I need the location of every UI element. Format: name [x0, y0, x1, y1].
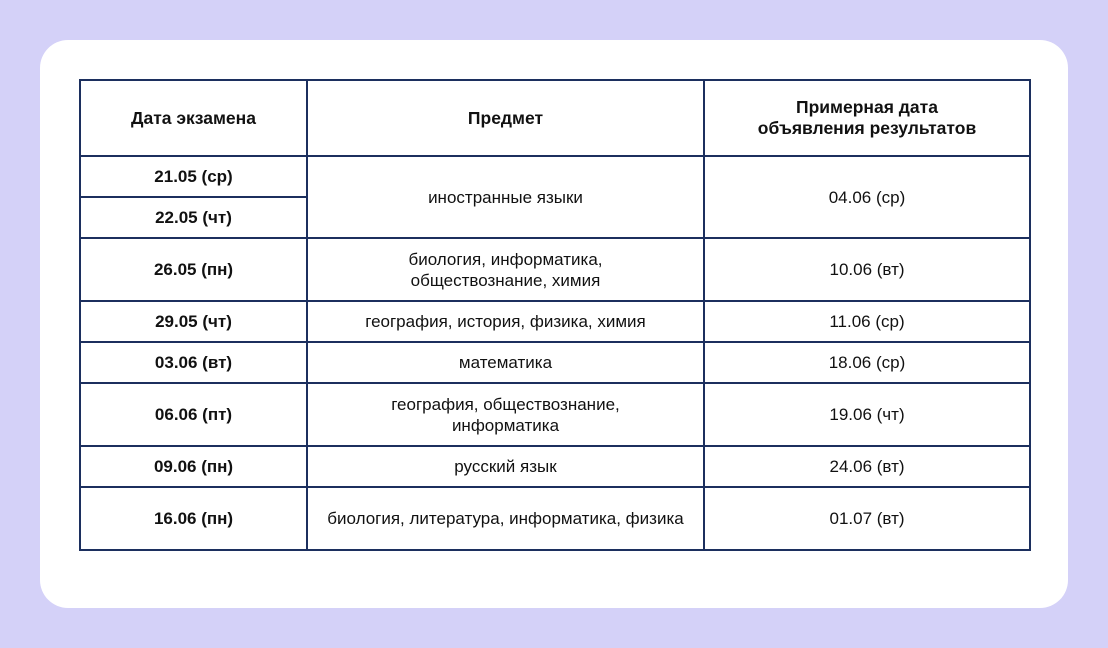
- table-row: [80, 342, 1030, 383]
- results-date-cell: 04.06 (ср): [704, 156, 1030, 238]
- header-subject: Предмет: [307, 80, 704, 156]
- header-results-date: Примерная дата объявления результатов: [704, 80, 1030, 156]
- results-date-cell: 01.07 (вт): [704, 487, 1030, 550]
- content-card: [40, 40, 1068, 608]
- exam-date-cell: 22.05 (чт): [80, 197, 307, 238]
- table-header-row: [80, 80, 1030, 156]
- table-row: [80, 383, 1030, 446]
- subject-cell: иностранные языки: [307, 156, 704, 238]
- subject-cell: русский язык: [307, 446, 704, 487]
- exam-date-cell: 06.06 (пт): [80, 383, 307, 446]
- subject-cell: география, история, физика, химия: [307, 301, 704, 342]
- subject-cell: математика: [307, 342, 704, 383]
- results-date-cell: 19.06 (чт): [704, 383, 1030, 446]
- exam-date-cell: 21.05 (ср): [80, 156, 307, 197]
- table-row: [80, 156, 1030, 197]
- subject-cell: география, обществознание, информатика: [307, 383, 704, 446]
- results-date-cell: 24.06 (вт): [704, 446, 1030, 487]
- table-row: [80, 446, 1030, 487]
- table-row: [80, 487, 1030, 550]
- exam-date-cell: 09.06 (пн): [80, 446, 307, 487]
- exam-date-cell: 29.05 (чт): [80, 301, 307, 342]
- exam-date-cell: 03.06 (вт): [80, 342, 307, 383]
- exam-schedule-table: [79, 79, 1031, 551]
- subject-cell: биология, литература, информатика, физика: [307, 487, 704, 550]
- table-row: [80, 238, 1030, 301]
- table-row: [80, 301, 1030, 342]
- results-date-cell: 10.06 (вт): [704, 238, 1030, 301]
- results-date-cell: 18.06 (ср): [704, 342, 1030, 383]
- exam-date-cell: 26.05 (пн): [80, 238, 307, 301]
- header-exam-date: Дата экзамена: [80, 80, 307, 156]
- exam-date-cell: 16.06 (пн): [80, 487, 307, 550]
- subject-cell: биология, информатика, обществознание, химия: [307, 238, 704, 301]
- results-date-cell: 11.06 (ср): [704, 301, 1030, 342]
